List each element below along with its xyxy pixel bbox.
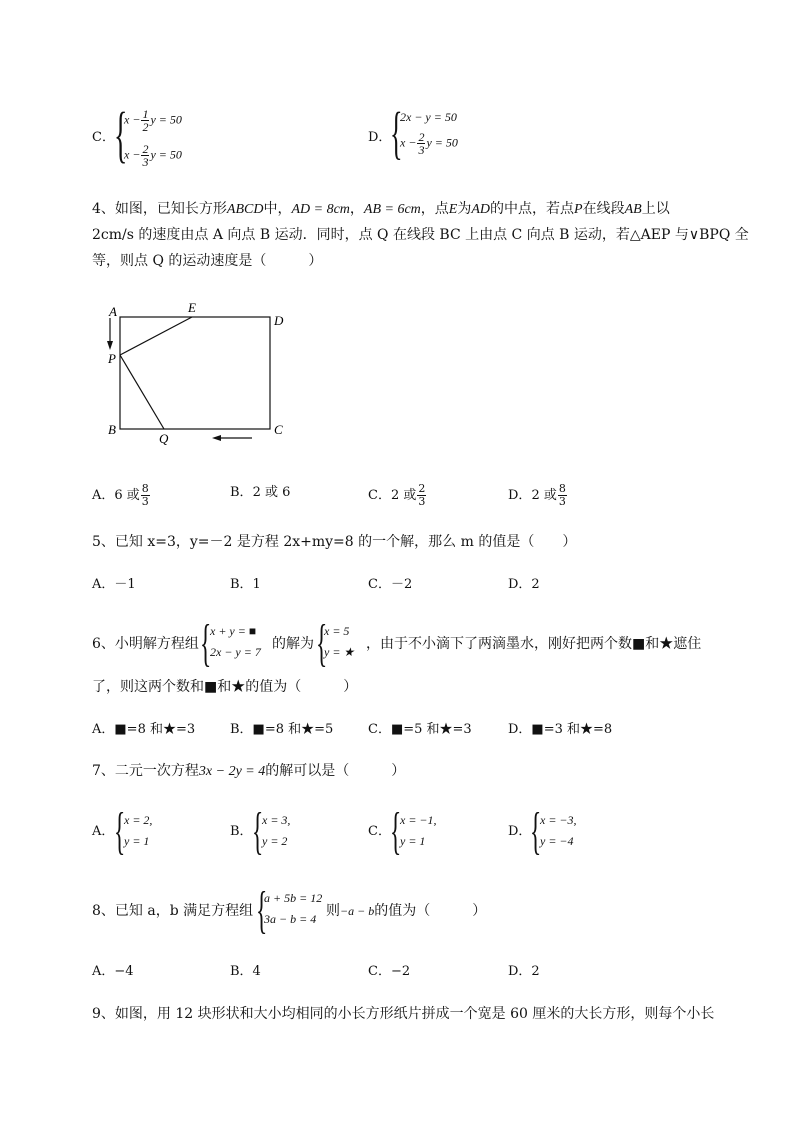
label-a: A — [109, 304, 117, 319]
option-c[interactable]: C．－2 — [368, 577, 413, 592]
equation-row: 2x − y = 50 — [400, 110, 457, 124]
label-p: P — [108, 351, 116, 366]
question-stem: 7、二元一次方程3x − 2y = 4的解可以是（ ） — [92, 763, 406, 779]
option-b[interactable]: B．■=8 和★=5 — [230, 722, 334, 737]
question-stem-line: 2cm/s 的速度由点 A 向点 B 运动．同时，点 Q 在线段 BC 上由点 C 向点 B 运动，若△AEP 与∨BPQ 全 — [92, 227, 749, 243]
question-stem-line: 等，则点 Q 的运动速度是（ ） — [92, 253, 323, 269]
label-e: E — [188, 300, 196, 315]
equation-row: x = 5 — [324, 624, 350, 638]
question-stem-part: 则−a − b的值为（ ） — [326, 903, 487, 919]
brace: { — [114, 101, 128, 169]
question-stem-line: 9、如图，用 12 块形状和大小均相同的小长方形纸片拼成一个宽是 60 厘米的大长方形，则每个小长 — [92, 1006, 715, 1022]
equation-row: 3a − b = 4 — [264, 912, 317, 926]
option-d[interactable]: D．2 — [508, 577, 540, 592]
option-b[interactable]: B．2 或 6 — [230, 485, 291, 500]
arrow-left-head — [212, 435, 221, 441]
question-stem-part: 8、已知 a，b 满足方程组 — [92, 903, 254, 919]
label-q: Q — [159, 431, 169, 446]
brace: { — [252, 803, 264, 860]
question-stem-line: 4、如图，已知长方形ABCD中，AD = 8cm，AB = 6cm，点E为AD的中点，若点P在线段AB上以 — [92, 201, 670, 217]
question-stem-part: 的解为 — [272, 636, 314, 652]
question-stem-part: 6、小明解方程组 — [92, 636, 199, 652]
option-b[interactable]: B．4 — [230, 964, 261, 979]
option-key: D． — [368, 130, 392, 145]
brace: { — [114, 803, 126, 860]
option-c[interactable]: C．−2 — [368, 964, 411, 979]
question-stem-line: 了，则这两个数和■和★的值为（ ） — [92, 679, 358, 695]
option-b[interactable]: B．1 — [230, 577, 261, 592]
equation-row: y = ★ — [324, 645, 355, 659]
option-d[interactable]: D．2 或 $\frac{8}{3}$ — [508, 482, 566, 508]
option-key: C． — [92, 130, 115, 145]
option-d[interactable]: D．■=3 和★=8 — [508, 722, 613, 737]
option-a[interactable]: A．－1 — [92, 577, 136, 592]
question-stem-part: ，由于不小滴下了两滴墨水，刚好把两个数■和★遮住 — [366, 636, 702, 652]
equation-row: x + y = ■ — [210, 624, 257, 638]
arrow-down-head — [107, 341, 113, 350]
equation-row: 2x − y = 7 — [210, 645, 261, 659]
equation-row: a + 5b = 12 — [264, 891, 323, 905]
rectangle-abcd — [120, 317, 270, 429]
equation-row: x − $\frac{2}{3}$ y = 50 — [400, 130, 458, 157]
option-c[interactable]: C．2 或 $\frac{2}{3}$ — [368, 482, 426, 508]
segment-pq — [120, 355, 164, 429]
option-a[interactable]: A．−4 — [92, 964, 134, 979]
option-a[interactable]: A．■=8 和★=3 — [92, 722, 196, 737]
equation-row: x − $\frac{1}{2}$ y = 50 — [124, 107, 182, 134]
brace: { — [256, 882, 268, 939]
label-b: B — [108, 422, 116, 437]
option-c[interactable]: C．■=5 和★=3 — [368, 722, 472, 737]
brace: { — [530, 803, 542, 860]
brace: { — [200, 615, 212, 672]
option-a[interactable]: A．6 或 $\frac{8}{3}$ — [92, 482, 149, 508]
question-stem: 5、已知 x=3，y=－2 是方程 2x+my=8 的一个解，那么 m 的值是（ ） — [92, 534, 577, 550]
label-c: C — [274, 422, 283, 437]
brace: { — [390, 100, 403, 165]
brace: { — [316, 615, 328, 672]
segment-pe — [120, 317, 192, 355]
equation-row: x − $\frac{2}{3}$ y = 50 — [124, 142, 182, 169]
rectangle-figure — [100, 296, 300, 446]
brace: { — [390, 803, 402, 860]
label-d: D — [274, 313, 284, 328]
option-d[interactable]: D．2 — [508, 964, 540, 979]
